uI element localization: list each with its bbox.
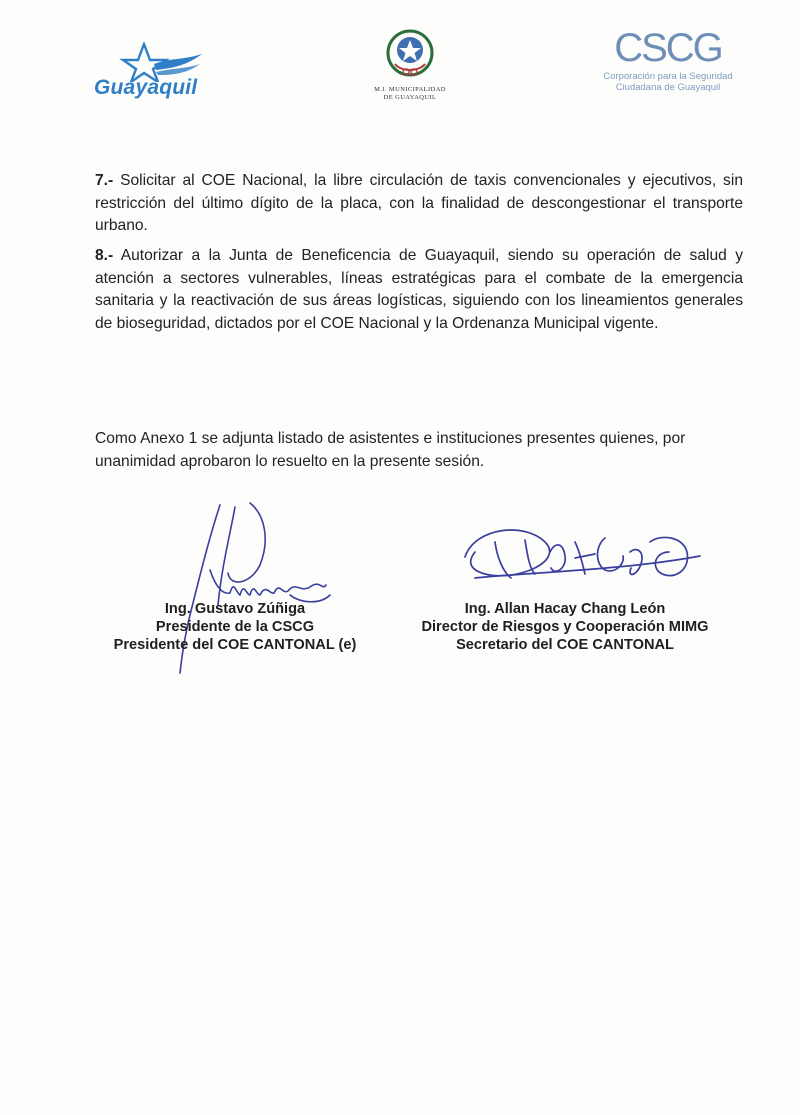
right-signer-role-2: Secretario del COE CANTONAL	[456, 637, 674, 653]
cscg-logo	[598, 28, 738, 108]
cscg-subtitle-line-2: Ciudadana de Guayaquil	[615, 82, 721, 93]
seal-line-1: M.I. MUNICIPALIDAD	[374, 86, 446, 93]
right-signer-role-1: Director de Riesgos y Cooperación MIMG	[421, 619, 709, 635]
guayaquil-logo	[90, 42, 220, 104]
item-7-number: 7.-	[95, 172, 114, 189]
resolution-item-8	[95, 245, 743, 335]
annex-paragraph: Como Anexo 1 se adjunta listado de asistentes e instituciones presentes quienes, por unanimidad aprobaron lo resuelto en la presente sesión.	[95, 430, 686, 470]
left-signer-role-2: Presidente del COE CANTONAL (e)	[113, 637, 357, 653]
seal-icon	[379, 28, 441, 84]
item-8-text: Autorizar a la Junta de Beneficencia de Guayaquil, siendo su operación de salud y atención a sectores vulnerables, líneas estratégicas para el combate de la emergencia sanitaria y la reactivación de sus áreas logísticas, siguiendo con los lineamientos generales de bioseguridad, dictados por el COE Nacional y la Ordenanza Municipal vigente.	[95, 247, 743, 332]
left-signer-name: Ing. Gustavo Zúñiga	[164, 601, 306, 617]
item-7-text: Solicitar al COE Nacional, la libre circulación de taxis convencionales y ejecutivos, sin restricción del último dígito de la placa, con la finalidad de descongestionar el transporte urbano.	[95, 172, 743, 235]
right-signature-drawing	[455, 512, 705, 592]
right-signature-block	[400, 600, 730, 654]
cscg-subtitle-line-1: Corporación para la Seguridad	[603, 71, 733, 82]
cscg-wordmark: CSCG	[614, 26, 722, 70]
right-signer-name: Ing. Allan Hacay Chang León	[464, 601, 666, 617]
resolution-item-7	[95, 170, 743, 238]
guayaquil-wordmark: Guayaquil	[94, 76, 198, 99]
item-8-number: 8.-	[95, 247, 114, 264]
municipality-seal	[360, 28, 460, 113]
seal-line-2: DE GUAYAQUIL	[383, 94, 437, 101]
left-signature-block	[95, 600, 375, 654]
left-signer-role-1: Presidente de la CSCG	[155, 619, 315, 635]
